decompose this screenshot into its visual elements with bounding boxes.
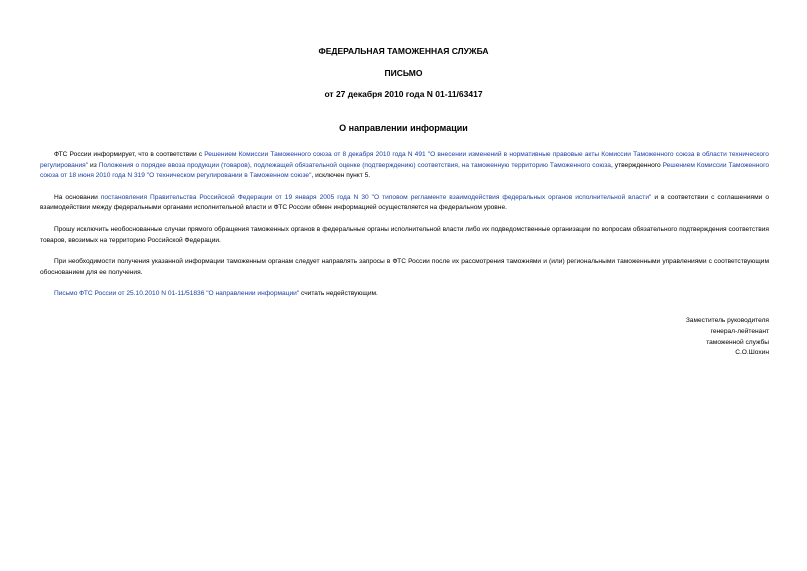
paragraph-4: При необходимости получения указанной информации таможенным органам следует направлять запросы в ФТС России после их рассмотрения таможнями и (или) региональными таможенными управлениями с соответствующим обоснованием для ее получения.	[40, 258, 769, 276]
link-decision-491[interactable]: Решением Комиссии Таможенного союза от 8 декабря 2010 года N 491 "О внесении изменений в нормативные правовые акты Комиссии Таможенного союза в области технического регулирования"	[40, 151, 769, 169]
link-decision-319[interactable]: Решением Комиссии Таможенного союза от 18 июня 2010 года N 319 "О техническом регулировании в Таможенном союзе"	[40, 161, 769, 180]
organization-title: ФЕДЕРАЛЬНАЯ ТАМОЖЕННАЯ СЛУЖБА	[318, 46, 489, 56]
document-subject: О направлении информации	[339, 123, 468, 133]
document-body	[40, 150, 769, 311]
paragraph-5	[40, 289, 769, 300]
paragraph-2-text-1: На основании	[54, 193, 101, 201]
paragraph-5-text-1: считать недействующим.	[299, 290, 378, 298]
document-date-number: от 27 декабря 2010 года N 01-11/63417	[324, 89, 483, 99]
document-type: ПИСЬМО	[384, 68, 423, 78]
paragraph-2-text-2: и в соответствии с соглашениями о взаимодействии между федеральными органами исполнительной власти и ФТС России обмен информацией осуществляется на федеральном уровне.	[40, 193, 769, 212]
paragraph-1-text-3: , утвержденного	[610, 161, 663, 169]
paragraph-1	[40, 150, 769, 182]
paragraph-3: Прошу исключить необоснованные случаи прямого обращения таможенных органов в федеральные органы исполнительной власти либо их подведомственные организации по вопросам обязательного подтверждения соответствия товаров, ввозимых на территорию Российской Федерации.	[40, 225, 769, 244]
signature-position: Заместитель руководителя	[685, 317, 769, 324]
paragraph-2	[40, 193, 769, 214]
link-government-resolution-30[interactable]: постановления Правительства Российской Федерации от 19 января 2005 года N 30 "О типовом регламенте взаимодействия федеральных органов исполнительной власти"	[100, 193, 652, 201]
paragraph-1-text-4: , исключен пункт 5.	[311, 172, 371, 180]
paragraph-1-text-2: из	[88, 161, 99, 169]
link-import-regulation[interactable]: Положения о порядке ввоза продукции (товаров), подлежащей обязательной оценке (подтверждению) соответствия, на таможенную территорию Таможенного союза	[98, 161, 611, 169]
signature-service: таможенной службы	[706, 338, 769, 346]
signature-rank: генерал-лейтенант	[710, 327, 769, 335]
link-letter-51836[interactable]: Письмо ФТС России от 25.10.2010 N 01-11/51836 "О направлении информации"	[54, 290, 300, 298]
paragraph-1-text-1: ФТС России информирует, что в соответствии с	[54, 151, 205, 158]
signature-name: С.О.Шохин	[735, 349, 769, 357]
signature-block	[686, 316, 769, 359]
